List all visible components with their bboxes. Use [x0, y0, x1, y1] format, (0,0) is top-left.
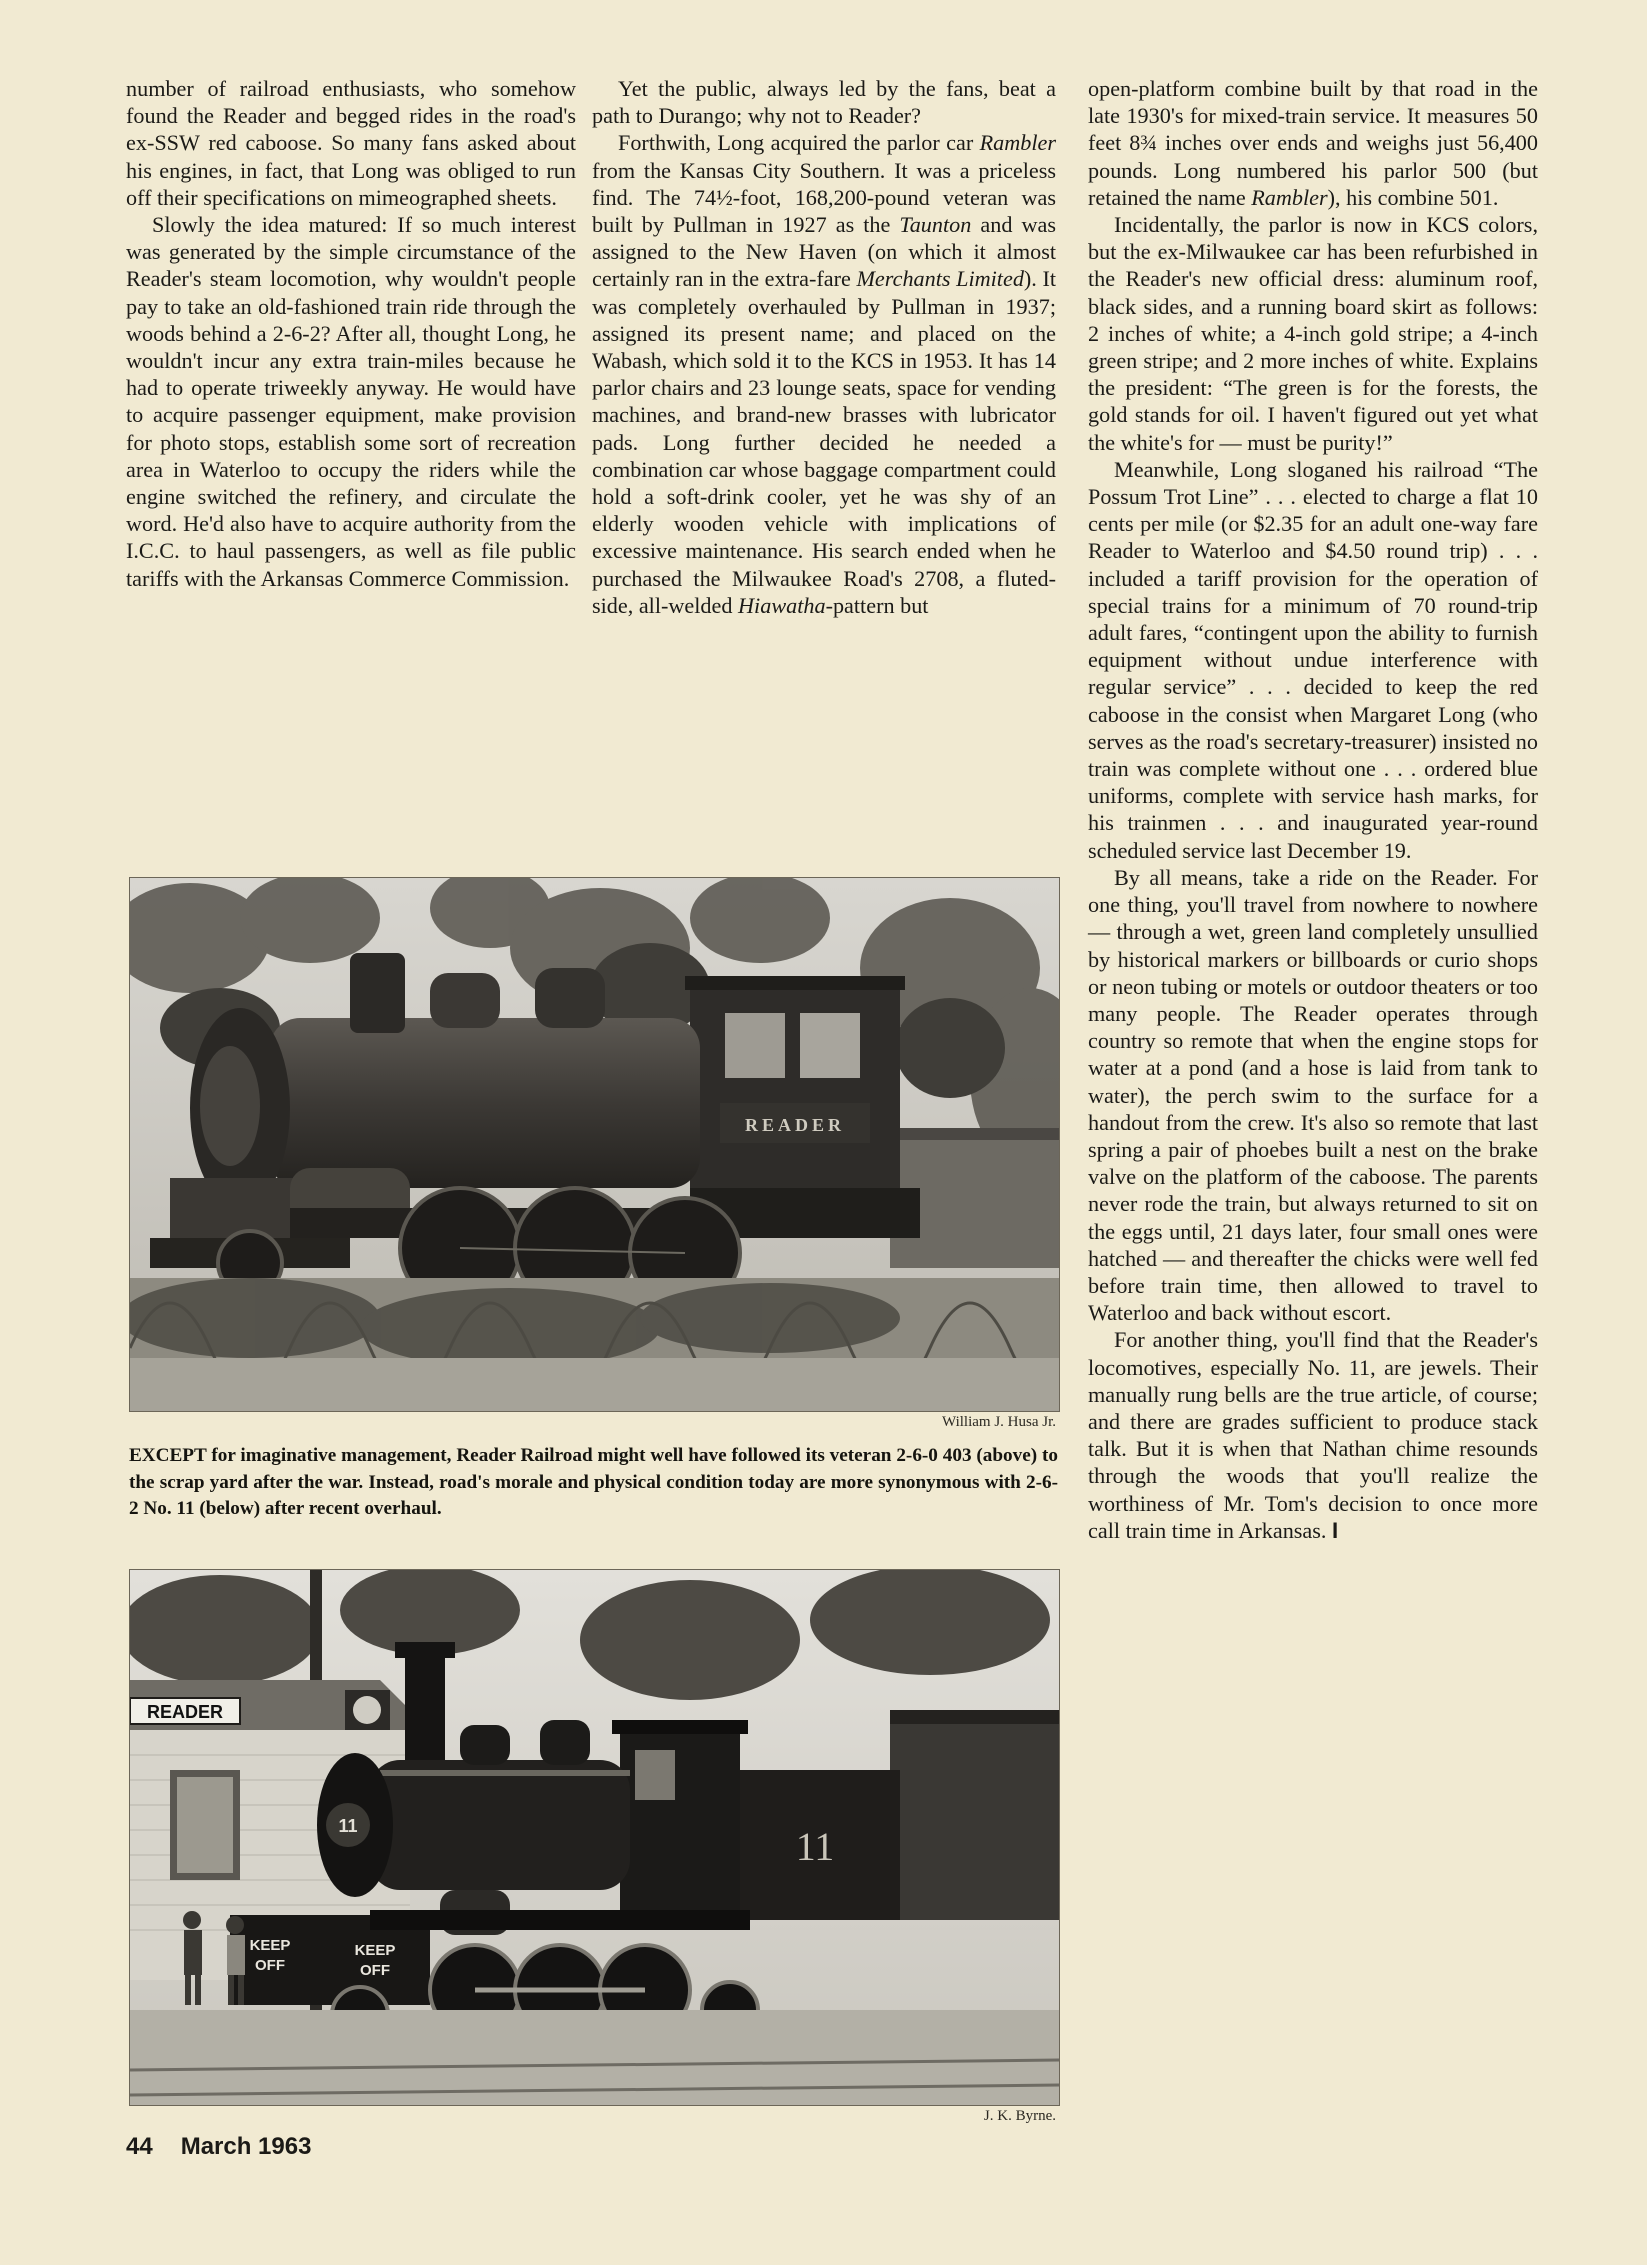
italic-name: Hiawatha — [738, 592, 826, 618]
keep-off-sign: KEEP — [354, 1942, 396, 1959]
locomotive-11-illustration — [130, 1570, 1059, 2105]
paragraph: For another thing, you'll find that the Reader's locomotives, especially No. 11, are jewels. Their manually rung bells are the true article, of course; and there are grades sufficient to produce stack talk. But it is when that Nathan chime resounds through the woods that you'll realize the worthiness of Mr. Tom's decision to once more call train time in Arkansas. I — [1088, 1327, 1538, 1543]
keep-off-sign: KEEP — [249, 1937, 291, 1954]
cab-lettering: READER — [744, 1115, 846, 1135]
paragraph: Incidentally, the parlor is now in KCS colors, but the ex-Milwaukee car has been refurbished in the Reader's new official dress: aluminum roof, black sides, and a running board skirt as follows: 2 inches of white; a 4-inch gold stripe; a 4-inch green stripe; and 2 more inches of white. Explains the president: “The green is for the forests, the gold stands for oil. I haven't figured out yet what the white's for — must be purity!” — [1088, 212, 1538, 455]
paragraph: Slowly the idea matured: If so much interest was generated by the simple circumstance of the Reader's steam locomotion, why wouldn't people pay to take an old-fashioned train ride through the woods behind a 2-6-2? After all, thought Long, he wouldn't incur any extra train-miles because he had to operate triweekly anyway. He would have to acquire passenger equipment, make provision for photo stops, establish some sort of recreation area in Waterloo to occupy the riders while the engine switched the refinery, and circulate the word. He'd also have to acquire authority from the I.C.C. to haul passengers, as well as file public tariffs with the Arkansas Commerce Commission. — [126, 212, 576, 591]
paragraph: Yet the public, always led by the fans, beat a path to Durango; why not to Reader? — [592, 76, 1056, 129]
paragraph: number of railroad enthusiasts, who somehow found the Reader and begged rides in the road's ex-SSW red caboose. So many fans asked about his engines, in fact, that Long was obliged to run off their specifications on mimeographed sheets. — [126, 76, 576, 210]
paragraph: open-platform combine built by that road in the late 1930's for mixed-train service. It measures 50 feet 8¾ inches over ends and weighs just 56,400 pounds. Long numbered his parlor 500 (but retained the name Rambler), his combine 501. — [1088, 76, 1538, 210]
paragraph: Meanwhile, Long sloganed his railroad “The Possum Trot Line” . . . elected to charge a flat 10 cents per mile (or $2.35 for an adult one-way fare Reader to Waterloo and $4.50 round trip) . . . included a tariff provision for the operation of special trains for a minimum of 70 round-trip adult fares, “contingent upon the ability to furnish equipment without undue interference with regular service” . . . decided to keep the red caboose in the consist when Margaret Long (who serves as the road's secretary-treasurer) insisted no train was complete without one . . . ordered blue uniforms, complete with service hash marks, for his trainmen . . . and inaugurated year-round scheduled service last December 19. — [1088, 456, 1538, 863]
issue-date: March 1963 — [180, 2133, 312, 2160]
page-number: 44 — [126, 2133, 153, 2160]
italic-name: Merchants Limited — [856, 266, 1024, 292]
end-mark: I — [1332, 1517, 1339, 1543]
photo-credit: William J. Husa Jr. — [942, 1414, 1056, 1430]
paragraph: Forthwith, Long acquired the parlor car Rambler from the Kansas City Southern. It was a priceless find. The 74½-foot, 168,200-pound veteran was built by Pullman in 1927 as the Taunton and was assigned to the New Haven (on which it almost certainly ran in the extra-fare Merchants Limited). It was completely overhauled by Pullman in 1937; assigned its present name; and placed on the Wabash, which sold it to the KCS in 1953. It has 14 parlor chairs and 23 lounge seats, space for vending machines, and brand-new brasses with lubricator pads. Long further decided he needed a combination car whose baggage compartment could hold a soft-drink cooler, yet he was shy of an elderly wooden vehicle with implications of excessive maintenance. His search ended when he purchased the Milwaukee Road's 2708, a fluted-side, all-welded Hiawatha-pattern but — [592, 130, 1056, 618]
locomotive-403-illustration — [130, 878, 1059, 1411]
paragraph: By all means, take a ride on the Reader. For one thing, you'll travel from nowhere to nowhere — through a wet, green land completely unsullied by historical markers or billboards or curio shops or neon tubing or motels or outdoor theaters or too many people. The Reader operates through country so remote that when the engine stops for water at a pond (and a hose is laid from tank to water), the perch swim to the surface for a handout from the crew. It's also so remote that last spring a pair of phoebes built a nest on the brake valve on the platform of the caboose. The parents never rode the train, but always returned to sit on the eggs until, 21 days later, four small ones were hatched — and thereafter the chicks were well fed before train time, then allowed to travel to Waterloo and back without escort. — [1088, 864, 1538, 1326]
photo-credit: J. K. Byrne. — [983, 2108, 1056, 2124]
tender-number: 11 — [795, 1824, 835, 1869]
italic-name: Rambler — [979, 130, 1056, 156]
page-footer — [126, 2133, 311, 2161]
photo-locomotive-11 — [129, 1569, 1060, 2106]
photo-caption: EXCEPT for imaginative management, Reader Railroad might well have followed its veteran 2-6-0 403 (above) to the scrap yard after the war. Instead, road's morale and physical condition today are more synonymous with 2-6-2 No. 11 (below) after recent overhaul. — [129, 1445, 1058, 1519]
keep-off-sign: OFF — [360, 1962, 390, 1979]
keep-off-sign: OFF — [255, 1957, 285, 1974]
column-2 — [592, 75, 1056, 619]
station-sign: READER — [146, 1702, 224, 1722]
column-3 — [1088, 75, 1538, 1544]
italic-name: Rambler — [1251, 184, 1328, 210]
number-plate: 11 — [338, 1816, 358, 1836]
photo-locomotive-403 — [129, 877, 1060, 1412]
italic-name: Taunton — [899, 212, 972, 238]
column-1 — [126, 75, 576, 592]
